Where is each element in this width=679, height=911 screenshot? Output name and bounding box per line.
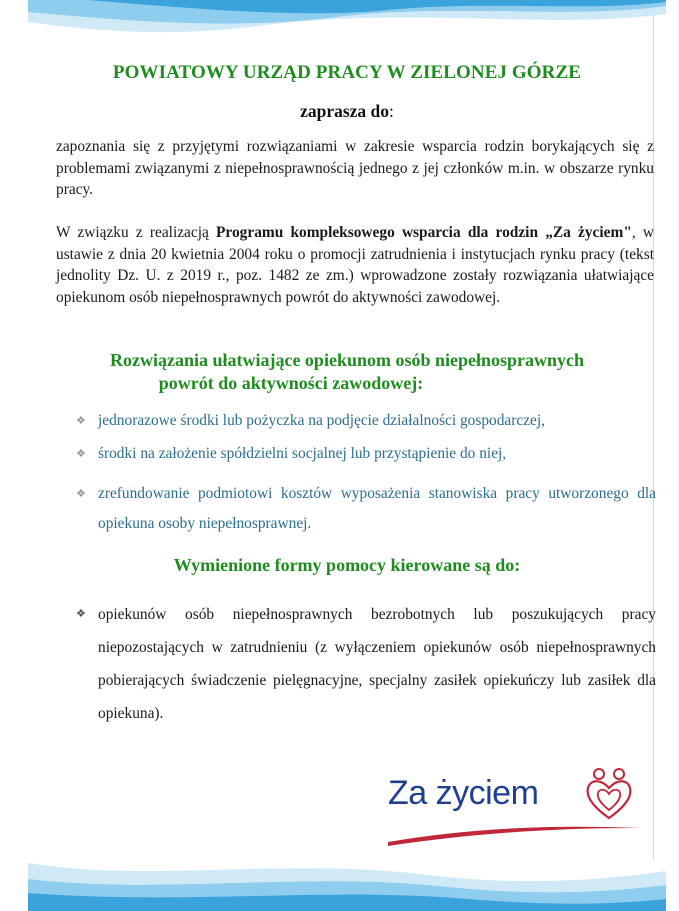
bottom-wave-decoration: [28, 853, 666, 911]
invite-subtitle: [28, 101, 666, 122]
list-item-text: jednorazowe środki lub pożyczka na podjęcie działalności gospodarczej,: [98, 412, 546, 429]
recipients-heading: Wymienione formy pomocy kierowane są do:: [173, 555, 521, 575]
logo-text: Za życiem: [388, 774, 539, 812]
logo-swoosh: [388, 822, 638, 846]
solutions-list: [76, 406, 656, 539]
page-title: POWIATOWY URZĄD PRACY W ZIELONEJ GÓRZE: [112, 62, 582, 83]
invite-text: zaprasza do: [300, 101, 390, 121]
program-paragraph-end: , w ustawie z dnia 20 kwietnia 2004 roku o promocji zatrudnienia i instytucjach rynku pracy (tekst jednolity Dz. U. z 2019 r., poz. 1482 ze zm.) wprowadzone zostały rozwiązania ułatwiające opiekunom osób niepełnosprawnych powrót do aktywności zawodowej.: [56, 224, 654, 306]
intro-paragraph: zapoznania się z przyjętymi rozwiązaniami w zakresie wsparcia rodzin borykających się z problemami związanymi z niepełnosprawnością jednego z jej członków m.in. w obszarze rynku pracy.: [56, 138, 654, 198]
list-item-text: opiekunów osób niepełnosprawnych bezrobotnych lub poszukujących pracy niepozostających w zatrudnieniu (z wyłączeniem opiekunów osób niepełnosprawnych pobierających świadczenie pielęgnacyjne, specjalny zasiłek opiekuńczy lub zasiłek dla opiekuna).: [98, 606, 656, 722]
list-item: [76, 598, 656, 730]
list-item: [76, 439, 656, 469]
za-zyciem-logo: [388, 764, 648, 844]
list-item-text: środki na założenie spółdzielni socjalnej lub przystąpienie do niej,: [98, 445, 507, 462]
list-item: [76, 406, 656, 436]
solutions-heading-line2: powrót do aktywności zawodowej:: [158, 373, 424, 393]
program-name: Programu kompleksowego wsparcia dla rodzin „Za życiem": [216, 224, 632, 241]
solutions-heading-line1: Rozwiązania ułatwiające opiekunom osób niepełnosprawnych: [109, 350, 585, 370]
diamond-bullet-icon: ❖: [76, 608, 86, 620]
top-wave-decoration: [28, 0, 666, 46]
list-item: [76, 479, 656, 539]
invite-colon: :: [389, 101, 394, 121]
diamond-bullet-icon: ❖: [76, 488, 86, 500]
family-heart-icon: [584, 766, 634, 824]
list-item-text: zrefundowanie podmiotowi kosztów wyposażenia stanowiska pracy utworzonego dla opiekuna osoby niepełnosprawnej.: [98, 485, 656, 532]
diamond-bullet-icon: ❖: [76, 448, 86, 460]
program-paragraph-start: W związku z realizacją: [56, 224, 217, 241]
diamond-bullet-icon: ❖: [76, 415, 86, 427]
document-page: [28, 0, 666, 911]
solutions-heading: [28, 349, 666, 395]
program-paragraph: [56, 222, 654, 308]
recipients-list: [76, 598, 656, 730]
